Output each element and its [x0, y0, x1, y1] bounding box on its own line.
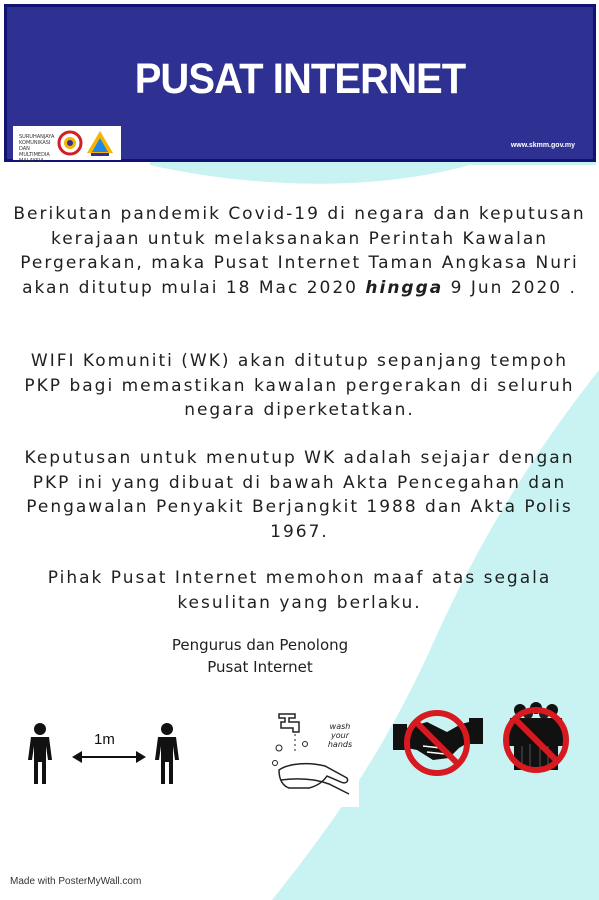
double-arrow-icon	[72, 750, 146, 764]
person-icon	[25, 722, 55, 786]
emblem-icon	[57, 129, 83, 157]
hand-wash-icon	[267, 702, 359, 807]
no-handshake-icon	[393, 706, 483, 778]
paragraph-1-emphasis: hingga	[365, 277, 444, 298]
notice-paragraph-4: Pihak Pusat Internet memohon maaf atas segala kesulitan yang berlaku.	[47, 568, 552, 613]
notice-paragraph-1	[10, 202, 589, 300]
agency-logo	[13, 126, 121, 164]
banner-title: PUSAT INTERNET	[134, 55, 466, 103]
distance-label: 1m	[94, 731, 115, 748]
banner-panel	[7, 7, 593, 164]
paragraph-1-text: Berikutan pandemik Covid-19 di negara dan keputusan kerajaan untuk melaksanakan Perintah Kawalan Pergerakan, maka Pusat Internet Taman Angkasa Nuri akan ditutup mulai 18 Mac 2020	[13, 204, 586, 298]
notice-paragraph-3: Keputusan untuk menutup WK adalah sejajar dengan PKP ini yang dibuat di bawah Akta Pencegahan dan Pengawalan Penyakit Berjangkit 1988 dan Akta Polis 1967.	[24, 448, 575, 542]
signature-line-1: Pengurus dan Penolong	[171, 636, 349, 654]
website-url: www.skmm.gov.my	[510, 142, 575, 149]
footer-credit: Made with PosterMyWall.com	[10, 876, 142, 887]
person-icon	[152, 722, 182, 786]
no-crowd-icon	[500, 700, 572, 776]
signature-line-2: Pusat Internet	[207, 658, 313, 676]
wash-hands-text: wash your hands	[327, 722, 353, 749]
header-banner	[4, 4, 596, 162]
paragraph-1-end: 9 Jun 2020 .	[443, 277, 577, 298]
triangle-logo-icon	[85, 129, 115, 157]
logo-text: SURUHANJAYA KOMUNIKASI DAN MULTIMEDIA MALAYSIA	[19, 134, 55, 164]
notice-paragraph-2: WIFI Komuniti (WK) akan ditutup sepanjang tempoh PKP bagi memastikan kawalan pergerakan di seluruh negara diperketatkan.	[24, 351, 575, 420]
